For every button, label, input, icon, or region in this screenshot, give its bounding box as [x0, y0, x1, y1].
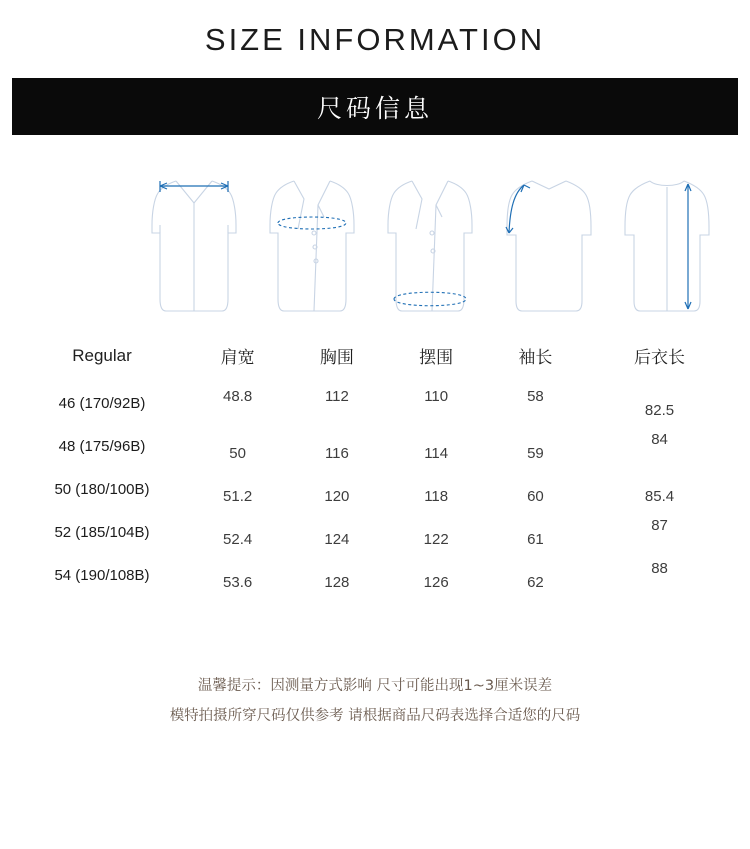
row-size-label: 46 (170/92B) — [58, 395, 146, 412]
cell-back-length: 85.4 — [644, 488, 675, 505]
cell-chest: 128 — [324, 574, 350, 591]
column-header-shoulder: 肩宽 — [220, 348, 255, 368]
column-header-regular: Regular — [72, 345, 132, 365]
cell-back-length: 82.5 — [644, 402, 675, 419]
table-header-row — [16, 333, 734, 382]
table-row — [16, 468, 734, 511]
coat-back-length-icon — [608, 159, 726, 324]
column-header-back-length: 后衣长 — [634, 348, 686, 368]
coat-shoulder-width-icon — [136, 159, 254, 324]
cell-sleeve: 60 — [527, 488, 544, 505]
table-row — [16, 554, 734, 597]
cell-sleeve: 62 — [527, 574, 544, 591]
cell-sleeve: 59 — [527, 445, 544, 462]
cell-hem: 122 — [423, 531, 449, 548]
cell-shoulder: 48.8 — [223, 388, 253, 405]
title-bar — [12, 78, 738, 135]
garment-illustration-row — [0, 159, 750, 329]
row-size-label: 54 (190/108B) — [54, 567, 150, 584]
cell-hem: 110 — [424, 388, 449, 405]
cell-sleeve: 58 — [527, 388, 544, 405]
note-line-1: 温馨提示：因测量方式影响 尺寸可能出现1~3厘米误差 — [197, 678, 553, 694]
cell-sleeve: 61 — [527, 531, 544, 548]
row-size-label: 50 (180/100B) — [54, 481, 150, 498]
cell-hem: 114 — [424, 445, 449, 462]
cell-shoulder: 52.4 — [223, 531, 253, 548]
note-line-2: 模特拍摄所穿尺码仅供参考 请根据商品尺码表选择合适您的尺码 — [169, 708, 581, 724]
page-title-chinese: 尺码信息 — [316, 93, 433, 123]
column-header-chest: 胸围 — [319, 348, 354, 368]
row-size-label: 52 (185/104B) — [54, 524, 150, 541]
column-header-hem: 摆围 — [419, 348, 454, 368]
cell-chest: 124 — [324, 531, 350, 548]
cell-hem: 126 — [423, 574, 449, 591]
row-size-label: 48 (175/96B) — [58, 438, 146, 455]
cell-chest: 120 — [324, 488, 350, 505]
cell-shoulder: 53.6 — [223, 574, 253, 591]
column-header-sleeve: 袖长 — [518, 348, 553, 368]
footer-notes — [0, 671, 750, 731]
size-table-wrapper — [0, 333, 750, 597]
coat-sleeve-length-icon — [490, 159, 608, 324]
size-table — [16, 333, 734, 597]
cell-chest: 112 — [324, 388, 349, 405]
table-row — [16, 382, 734, 425]
table-row — [16, 425, 734, 468]
coat-hem-circumference-icon — [372, 159, 490, 324]
cell-shoulder: 50 — [229, 445, 246, 462]
cell-back-length: 84 — [651, 431, 668, 448]
cell-back-length: 88 — [651, 560, 668, 577]
cell-back-length: 87 — [651, 517, 668, 534]
cell-hem: 118 — [424, 488, 449, 505]
page-title-english: SIZE INFORMATION — [204, 22, 546, 57]
coat-chest-circumference-icon — [254, 159, 372, 324]
cell-chest: 116 — [324, 445, 349, 462]
cell-shoulder: 51.2 — [223, 488, 253, 505]
table-row — [16, 511, 734, 554]
